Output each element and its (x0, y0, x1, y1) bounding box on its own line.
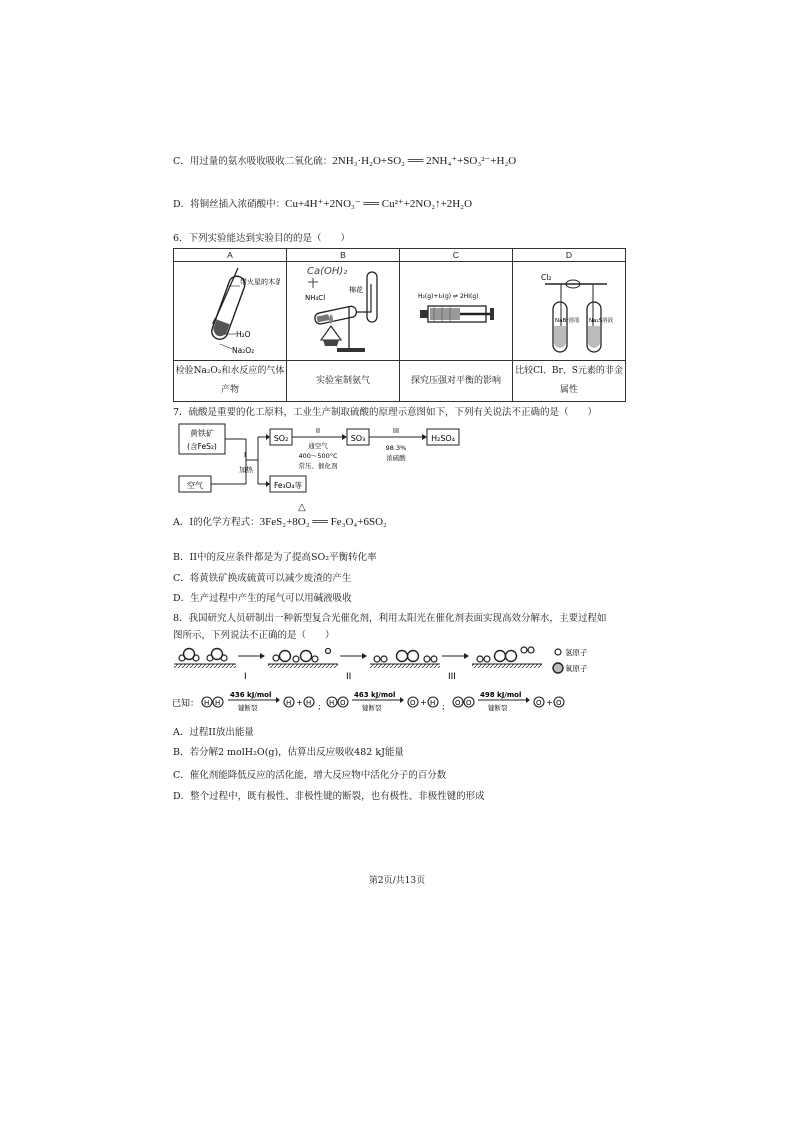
legend-h-icon (555, 649, 561, 655)
q8-bond-energy-row (172, 688, 602, 714)
flow-step2: II (315, 427, 321, 435)
stage-1-label: I (244, 672, 247, 682)
q8-stem-line2: 图所示，下列说法不正确的是（ ） (173, 630, 335, 641)
q8-stem-line1: 8．我国研究人员研制出一种新型复合光催化剂，利用太阳光在催化剂表面实现高效分解水，主要过程如 (173, 613, 607, 624)
known-label: 已知： (172, 699, 200, 709)
svg-text:O: O (410, 699, 416, 707)
page-footer: 第2页/共13页 (368, 876, 426, 886)
flow-step1: I (244, 451, 247, 459)
q6-header-c: C (400, 249, 513, 262)
flow-step1-cond: 加热 (239, 466, 253, 474)
label-na2o2: Na₂O₂ (232, 345, 255, 355)
flow-fe3o4: Fe₃O₄等 (274, 481, 302, 490)
q6-figure-b (287, 262, 400, 361)
stage-2-label: II (346, 672, 352, 682)
flow-h2so4: H₂SO₄ (431, 434, 455, 443)
svg-text:H: H (286, 699, 292, 707)
svg-text:O: O (466, 699, 472, 707)
q7-flow-diagram (174, 420, 474, 500)
flow-ore-line2: (含FeS₂) (187, 442, 217, 451)
bond2-energy: 463 kJ/mol (354, 691, 396, 699)
svg-text:O: O (536, 699, 542, 707)
svg-text:+: + (420, 698, 427, 707)
label-water: H₂O (236, 329, 251, 339)
flow-step3-cond1: 98.3% (385, 444, 407, 452)
label-cotton: 棉花 (349, 286, 363, 294)
label-nh4cl: NH₄Cl (305, 294, 326, 302)
svg-text:+: + (296, 698, 303, 707)
legend-h-label: 氢原子 (565, 648, 588, 657)
svg-text:O: O (556, 699, 562, 707)
svg-text:;: ; (442, 702, 445, 711)
svg-text:H: H (306, 699, 312, 707)
svg-text:+: + (546, 698, 553, 707)
q6-caption-d: 比较Cl、Br、S元素的非金属性 (513, 361, 626, 402)
q7-stem: 7．硫酸是重要的化工原料，工业生产制取硫酸的原理示意图如下，下列有关说法不正确的是（ ） (173, 407, 598, 418)
label-nabr: NaBr溶液 (555, 317, 580, 324)
label-na2s: Na₂S溶液 (589, 317, 614, 324)
flow-so3: SO₃ (350, 434, 366, 443)
q7-option-c: C．将黄铁矿换成硫黄可以减少废渣的产生 (173, 573, 352, 584)
bond3-break: 键断裂 (488, 704, 508, 712)
q6-header-a: A (174, 249, 287, 262)
legend-o-icon (553, 663, 563, 673)
q6-stem: 6．下列实验能达到实验目的的是（ ） (173, 233, 351, 244)
flow-so2: SO₂ (273, 434, 289, 443)
q6-header-b: B (287, 249, 400, 262)
q8-option-c: C．催化剂能降低反应的活化能，增大反应物中活化分子的百分数 (173, 770, 447, 781)
q6-caption-a: 检验Na₂O₂和水反应的气体产物 (174, 361, 287, 402)
q8-process-diagram (172, 642, 622, 686)
label-cl2: Cl₂ (541, 272, 552, 282)
svg-text:H: H (204, 699, 210, 707)
q7-option-d: D．生产过程中产生的尾气可以用碱液吸收 (173, 593, 352, 604)
bond3-energy: 498 kJ/mol (480, 691, 522, 699)
label-handwriting: Ca(OH)₂ (307, 266, 348, 277)
flow-step2-cond2: 400～500°C (298, 452, 338, 460)
q7-option-a: A．I的化学方程式：3FeS₂+8O₂ ══ Fe₃O₄+6SO₂ (173, 516, 387, 528)
q5-option-d: D．将铜丝插入浓硝酸中：Cu+4H⁺+2NO₃⁻ ══ Cu²⁺+2NO₂↑+2H₂O (173, 198, 473, 210)
q7-option-a-condition: △ (298, 502, 306, 513)
label-splint: 带火星的木条 (240, 277, 280, 286)
stage-3-label: III (448, 672, 456, 682)
svg-text:H: H (215, 699, 221, 707)
q6-table (173, 248, 626, 402)
q6-caption-c: 探究压强对平衡的影响 (400, 361, 513, 402)
flow-air: 空气 (187, 481, 203, 490)
flow-ore-line1: 黄铁矿 (190, 429, 214, 438)
q6-figure-a (174, 262, 287, 361)
q7-option-b: B．II中的反应条件都是为了提高SO₂平衡转化率 (173, 552, 377, 563)
q6-figure-d (513, 262, 626, 361)
q8-option-a: A．过程II放出能量 (173, 727, 254, 738)
q8-option-d: D．整个过程中，既有极性、非极性键的断裂，也有极性、非极性键的形成 (173, 791, 485, 802)
q6-header-d: D (513, 249, 626, 262)
flow-step2-cond1: 通空气 (308, 442, 328, 450)
q8-option-b: B．若分解2 molH₂O(g)，估算出反应吸收482 kJ能量 (173, 747, 404, 758)
bond2-break: 键断裂 (362, 704, 382, 712)
q6-figure-c (400, 262, 513, 361)
flow-step3-cond2: 浓硫酸 (386, 454, 406, 462)
q6-caption-b: 实验室制氨气 (287, 361, 400, 402)
svg-text:H: H (329, 699, 335, 707)
label-equilibrium: H₂(g)+I₂(g) ⇌ 2HI(g) (418, 292, 479, 300)
svg-text:;: ; (318, 702, 321, 711)
flow-step3: III (392, 427, 400, 435)
legend-o-label: 氧原子 (565, 664, 588, 673)
bond1-energy: 436 kJ/mol (230, 691, 272, 699)
svg-text:O: O (340, 699, 346, 707)
flow-step2-cond3: 常压、催化剂 (298, 462, 338, 470)
svg-text:O: O (455, 699, 461, 707)
bond1-break: 键断裂 (238, 704, 258, 712)
svg-text:H: H (430, 699, 436, 707)
q5-option-c: C．用过量的氨水吸收吸收二氧化硫：2NH₃·H₂O+SO₂ ══ 2NH₄⁺+SO₃²⁻+H₂O (173, 155, 517, 167)
